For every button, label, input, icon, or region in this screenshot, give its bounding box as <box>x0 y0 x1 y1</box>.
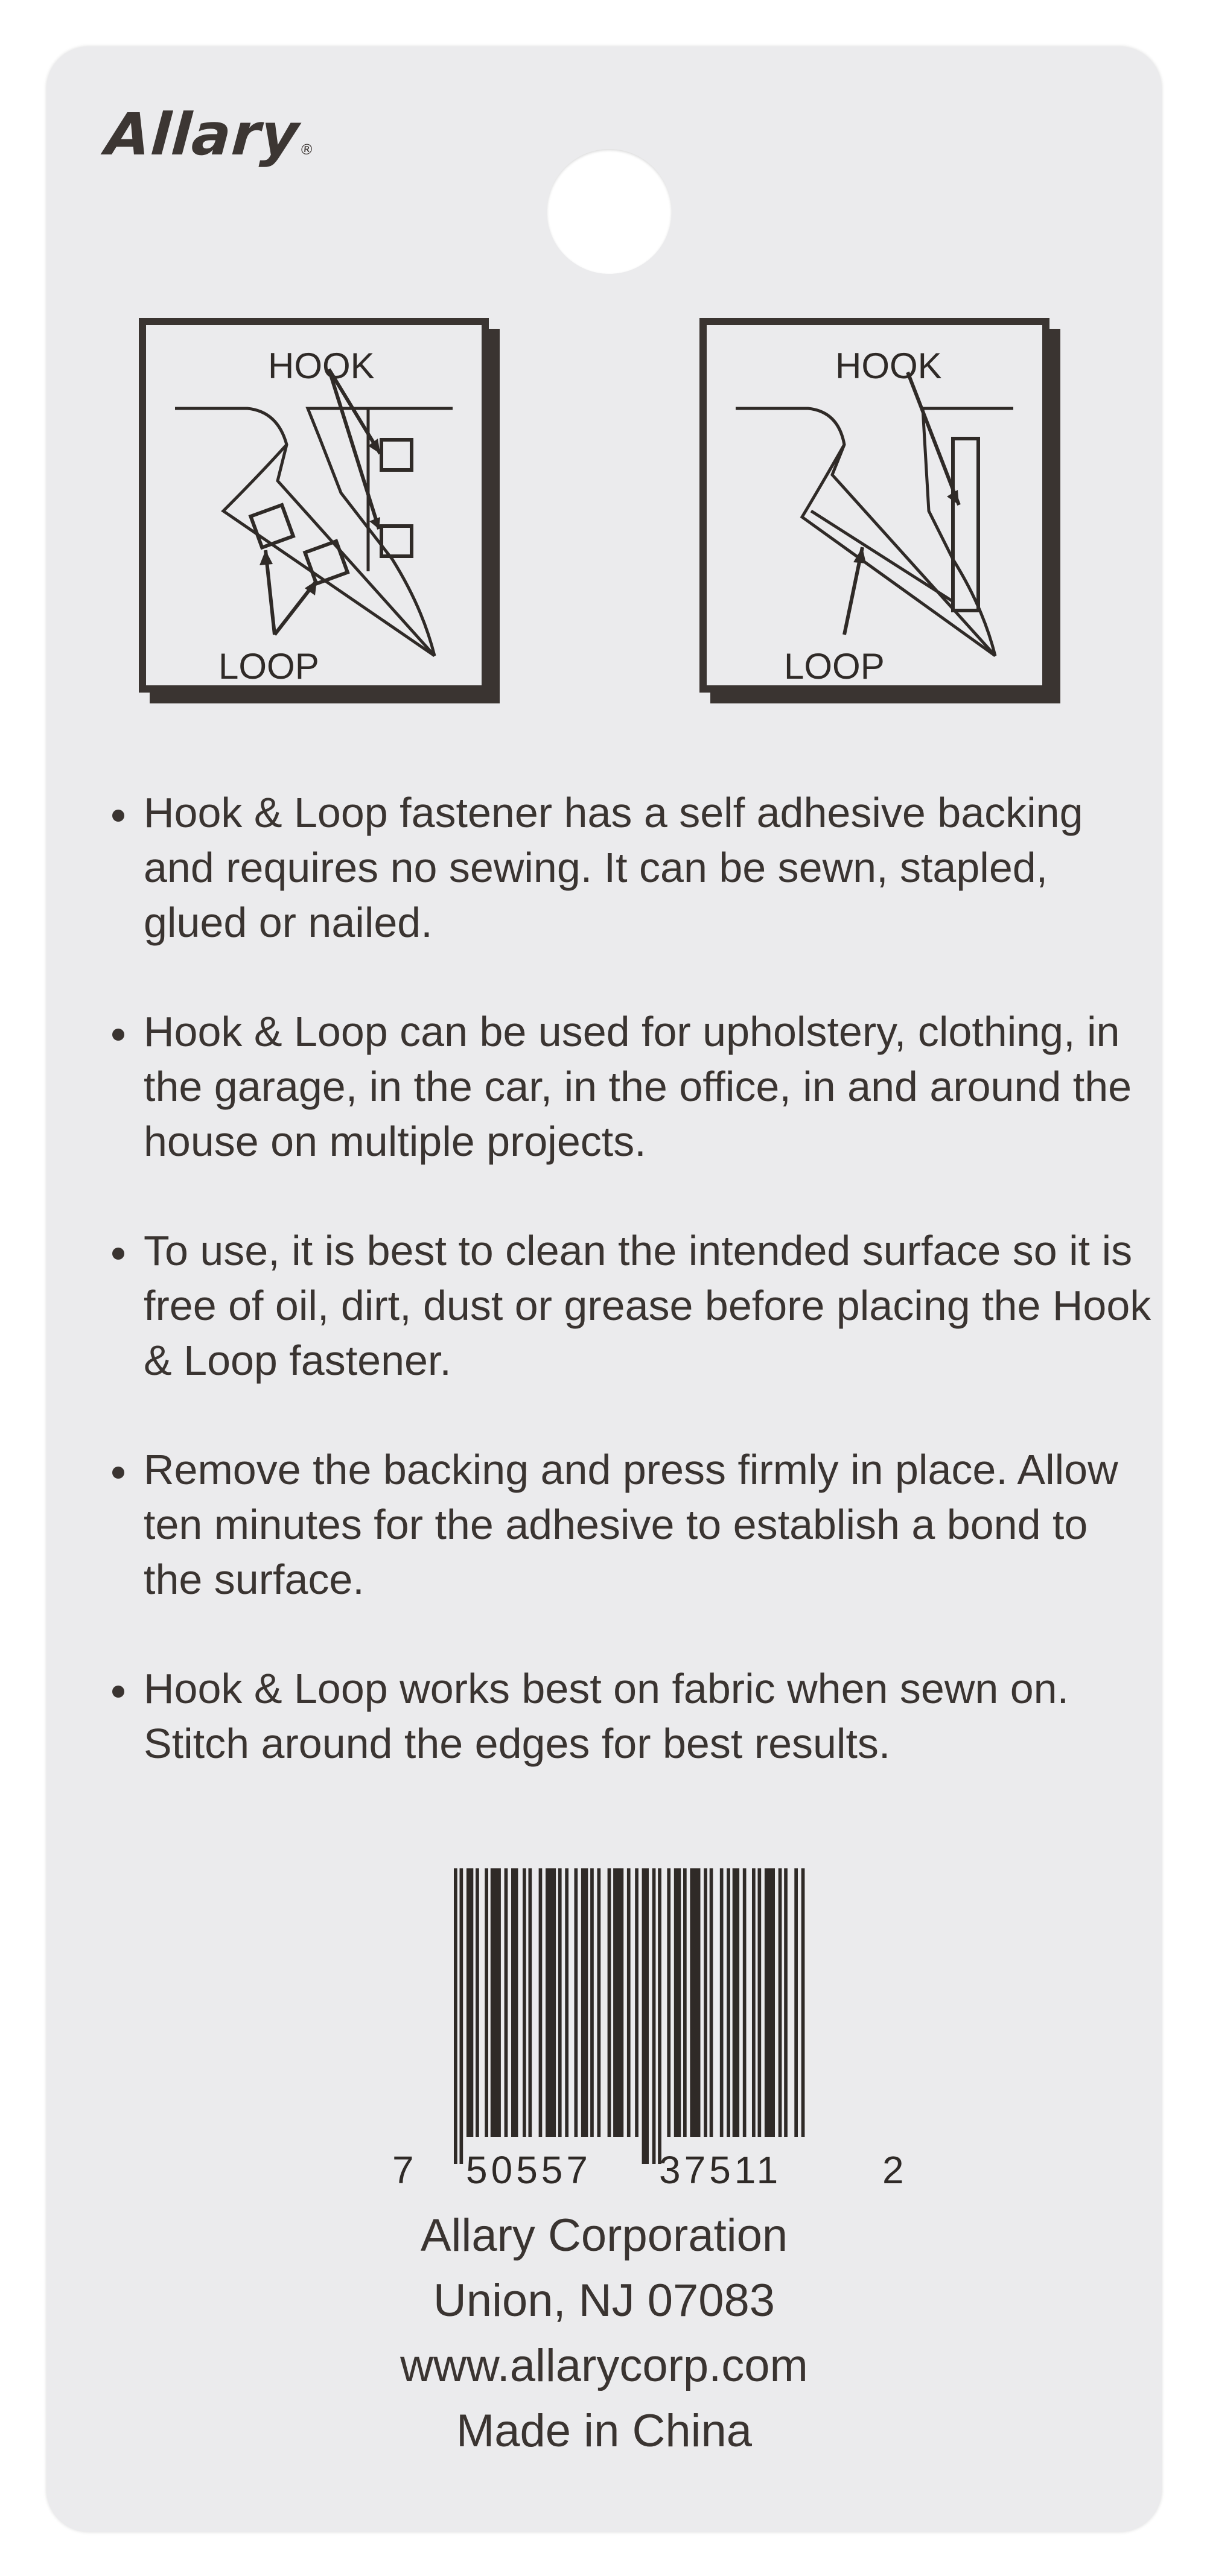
diagram-squares <box>139 318 505 708</box>
barcode-bar <box>613 1868 623 2137</box>
barcode-lead-digit: 7 <box>392 2148 414 2192</box>
barcode-bar <box>779 1868 782 2137</box>
barcode-bar <box>485 1868 488 2137</box>
brand-logo <box>103 101 318 168</box>
barcode-bar <box>491 1868 501 2137</box>
barcode-left-group: 50557 <box>466 2148 591 2192</box>
barcode-bar <box>690 1868 700 2137</box>
barcode-bar <box>683 1868 687 2137</box>
barcode-bar <box>529 1868 532 2137</box>
barcode-bar <box>758 1868 762 2137</box>
barcode-bar <box>642 1868 649 2164</box>
barcode-check-digit: 2 <box>882 2148 904 2192</box>
instruction-item <box>107 1223 1158 1388</box>
diagram-squares-illustration <box>139 318 505 708</box>
barcode-bar <box>743 1868 747 2137</box>
instruction-item <box>107 1442 1158 1607</box>
barcode-bar <box>511 1868 518 2137</box>
diagram-strips-loop-label: LOOP <box>784 646 885 687</box>
barcode-bar <box>565 1868 568 2137</box>
diagram-squares-hook-label: HOOK <box>268 346 375 386</box>
company-name: Allary Corporation <box>420 2210 788 2261</box>
instruction-text: To use, it is best to clean the intended surface so it is free of oil, dirt, dust or grease before placing the Hook & Loop fastener. <box>144 1227 1151 1384</box>
barcode-bar <box>523 1868 526 2137</box>
bullet-icon <box>112 1029 124 1041</box>
barcode-bar <box>720 1868 724 2137</box>
barcode-bar <box>546 1868 556 2137</box>
barcode-bar <box>590 1868 594 2137</box>
product-card <box>46 46 1162 2532</box>
barcode-bar <box>558 1868 562 2137</box>
bullet-icon <box>112 810 124 822</box>
bullet-icon <box>112 1467 124 1479</box>
registered-mark: ® <box>299 141 316 158</box>
brand-name: Allary <box>103 101 302 168</box>
diagram-strips <box>699 318 1065 708</box>
barcode-bar <box>765 1868 775 2137</box>
barcode-bar <box>752 1868 756 2137</box>
barcode-bar <box>597 1868 601 2137</box>
country-of-origin: Made in China <box>456 2405 753 2457</box>
bullet-icon <box>112 1248 124 1260</box>
hang-hole <box>547 149 672 274</box>
diagram-squares-loop-label: LOOP <box>218 646 319 687</box>
barcode-bar <box>608 1868 611 2137</box>
barcode-bar <box>539 1868 543 2137</box>
instruction-text: Hook & Loop works best on fabric when sewn on. Stitch around the edges for best results. <box>144 1665 1069 1767</box>
instruction-item <box>107 1661 1158 1771</box>
barcode-bars <box>375 1868 919 2206</box>
barcode-bar <box>727 1868 730 2137</box>
barcode-bar <box>454 1868 457 2164</box>
barcode-bar <box>733 1868 739 2137</box>
diagram-strips-illustration <box>699 318 1065 708</box>
company-website: www.allarycorp.com <box>400 2340 808 2391</box>
instructions-list <box>107 785 1158 1826</box>
barcode-bar <box>476 1868 479 2137</box>
barcode-bar <box>801 1868 805 2137</box>
barcode-bar <box>460 1868 463 2164</box>
barcode-bar <box>784 1868 788 2137</box>
barcode-bar <box>667 1868 670 2137</box>
barcode-bar <box>467 1868 473 2137</box>
instruction-item <box>107 785 1158 950</box>
barcode-bar <box>794 1868 798 2137</box>
barcode-bar <box>581 1868 588 2137</box>
barcode-bar <box>674 1868 681 2137</box>
company-address: Union, NJ 07083 <box>433 2275 775 2326</box>
barcode-right-group: 37511 <box>659 2148 782 2192</box>
barcode-bar <box>505 1868 508 2137</box>
barcode-bar <box>627 1868 631 2137</box>
upc-barcode <box>375 1868 919 2206</box>
barcode-bar <box>658 1868 661 2164</box>
barcode-bar <box>635 1868 639 2137</box>
instruction-text: Hook & Loop can be used for upholstery, clothing, in the garage, in the car, in the office, in and around the house on multiple projects. <box>144 1008 1132 1165</box>
instruction-text: Hook & Loop fastener has a self adhesive backing and requires no sewing. It can be sewn, stapled, glued or nailed. <box>144 789 1083 946</box>
barcode-bar <box>710 1868 713 2137</box>
instruction-text: Remove the backing and press firmly in place. Allow ten minutes for the adhesive to establish a bond to the surface. <box>144 1446 1118 1603</box>
barcode-bar <box>575 1868 578 2137</box>
company-info <box>46 2203 1162 2464</box>
barcode-bar <box>652 1868 656 2164</box>
instruction-item <box>107 1004 1158 1169</box>
bullet-icon <box>112 1686 124 1698</box>
barcode-bar <box>704 1868 707 2137</box>
diagram-strips-hook-label: HOOK <box>835 346 942 386</box>
